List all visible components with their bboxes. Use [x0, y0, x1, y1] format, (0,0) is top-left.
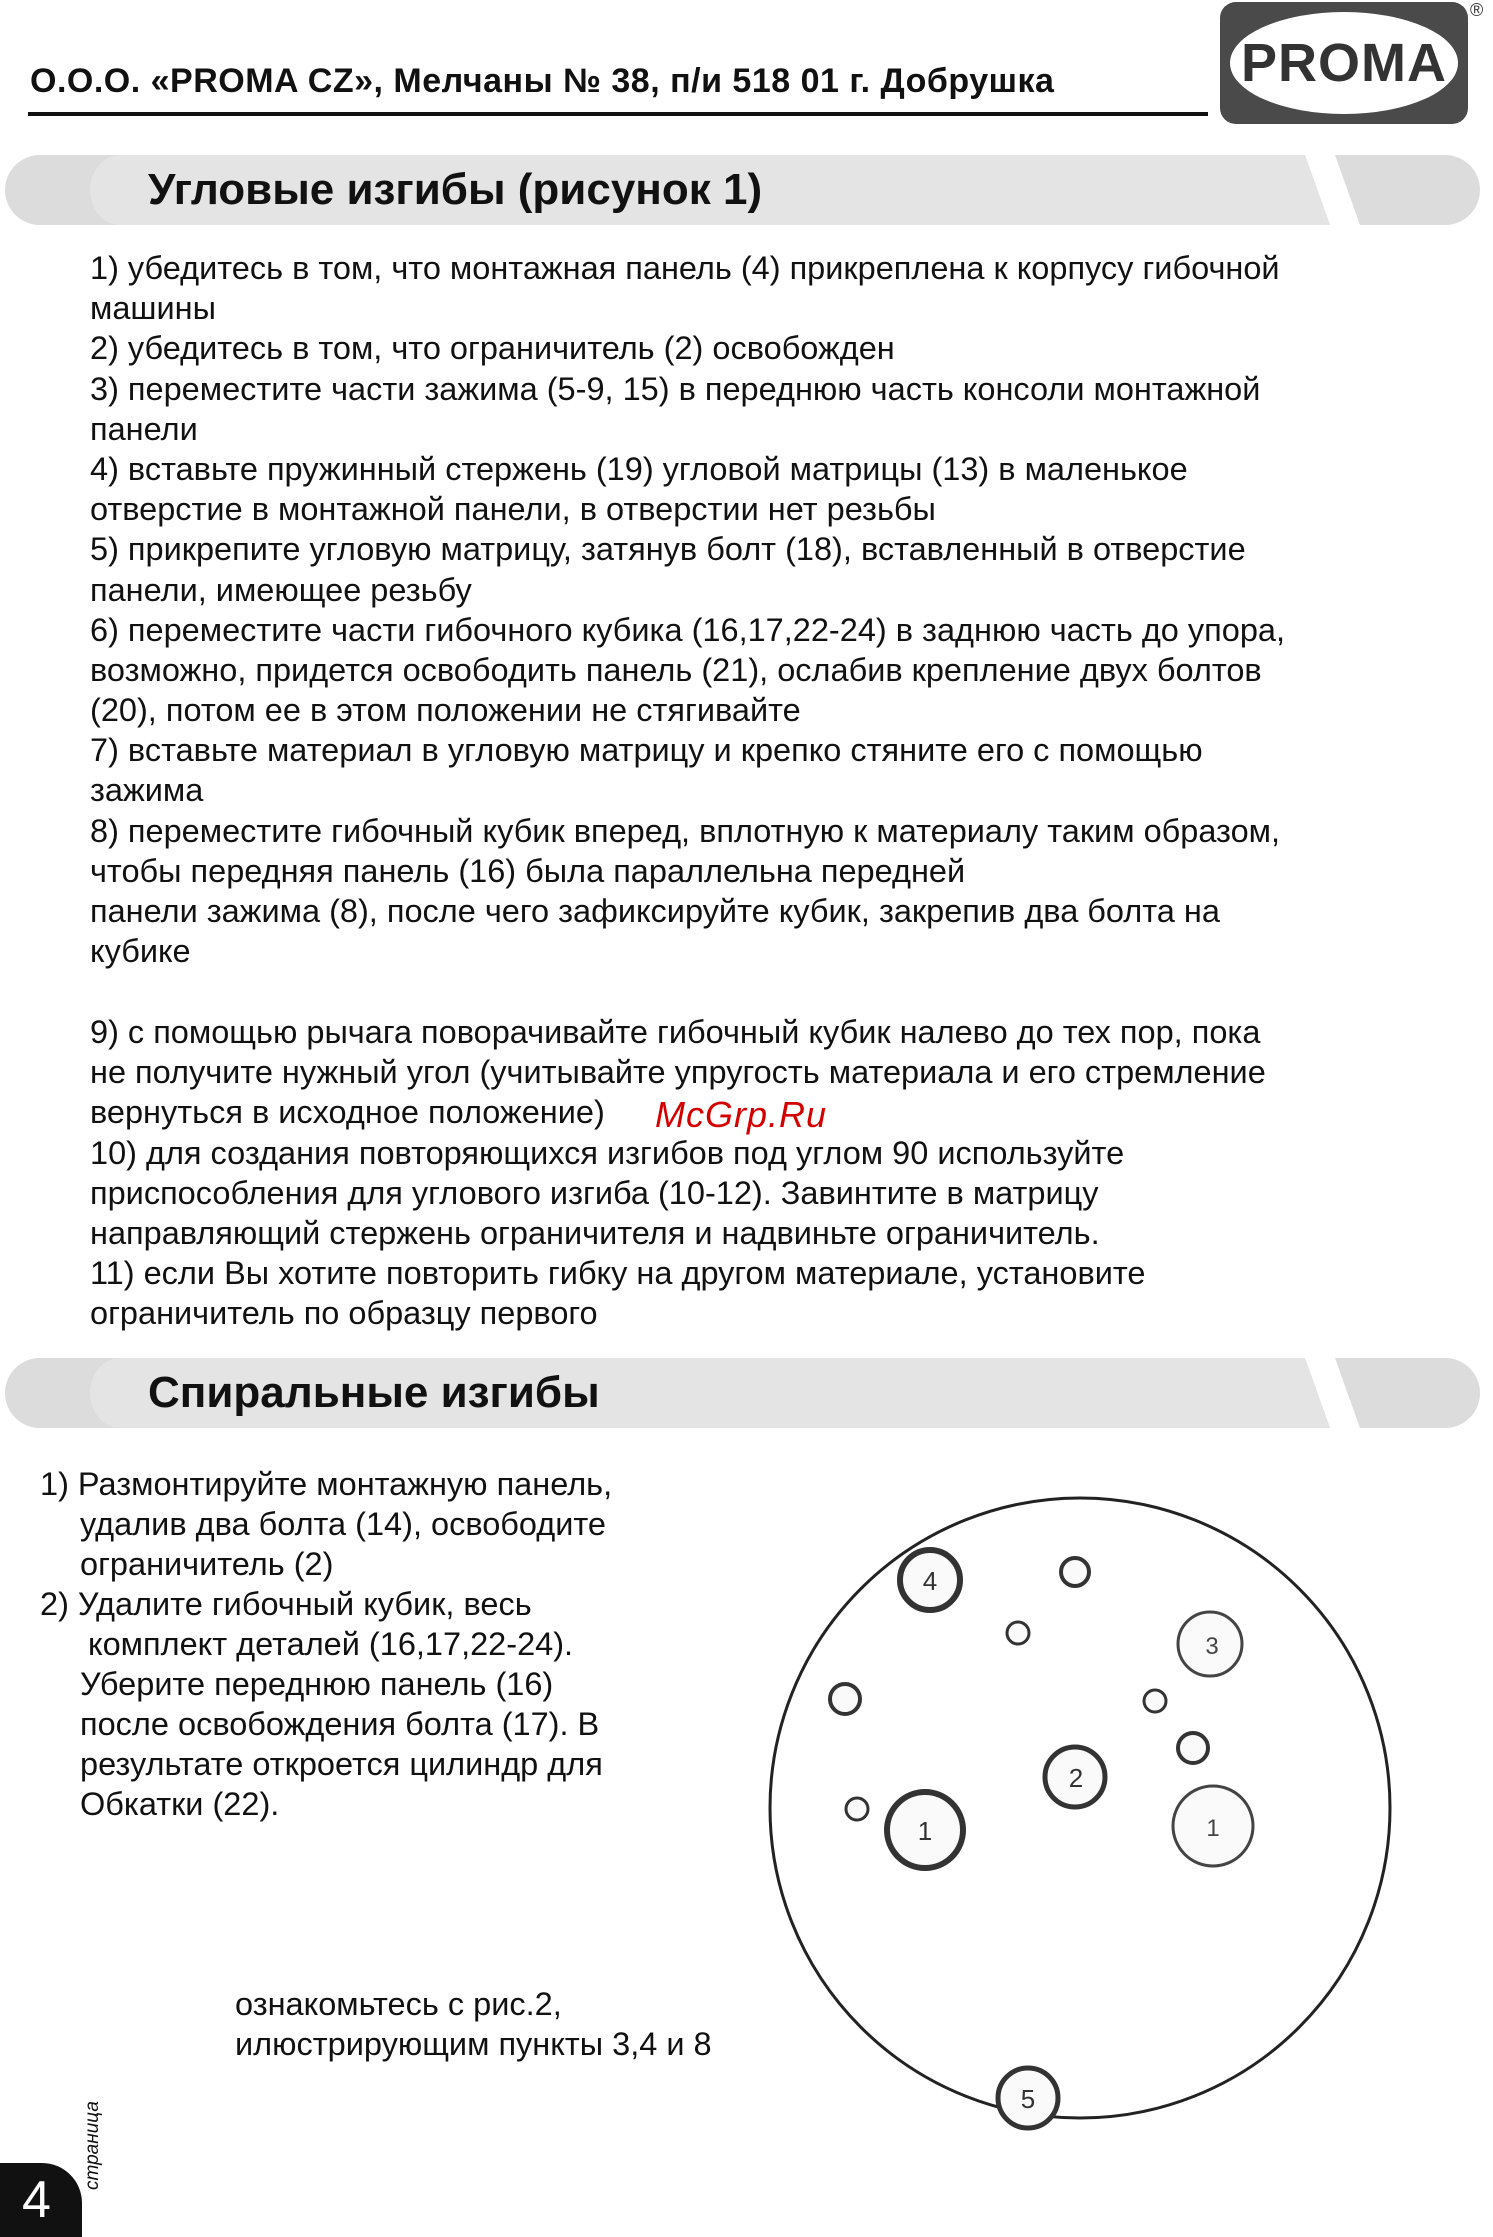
header-rule	[28, 112, 1208, 116]
text-line: 6) переместите части гибочного кубика (16,17,22-24) в заднюю часть до упора,	[90, 611, 1285, 648]
text-line: 2) убедитесь в том, что ограничитель (2) освобожден	[90, 330, 895, 367]
text-line: 1) Размонтируйте монтажную панель,	[40, 1466, 613, 1502]
section1-paragraph-b	[90, 1012, 1266, 1334]
text-line: 10) для создания повторяющихся изгибов под углом 90 используйте	[90, 1134, 1125, 1171]
text-line: комплект деталей (16,17,22-24).	[88, 1626, 574, 1662]
section1-paragraph	[90, 248, 1285, 971]
text-line: 2) Удалите гибочный кубик, весь	[40, 1586, 532, 1622]
section-banner-angular	[0, 155, 1480, 225]
text-line: 7) вставьте материал в угловую матрицу и крепко стяните его с помощью	[90, 732, 1203, 769]
text-line: результате откроется цилиндр для	[80, 1746, 603, 1782]
figure-note	[235, 1984, 712, 2064]
small-hole	[1144, 1690, 1166, 1712]
small-hole	[1061, 1558, 1089, 1586]
text-line: 5) прикрепите угловую матрицу, затянув болт (18), вставленный в отверстие	[90, 531, 1246, 568]
text-line: (20), потом ее в этом положении не стягивайте	[90, 692, 801, 729]
mounting-panel-diagram	[735, 1478, 1425, 2138]
text-line: 4) вставьте пружинный стержень (19) угловой матрицы (13) в маленькое	[90, 450, 1188, 487]
text-line: кубике	[90, 933, 191, 970]
small-hole	[1007, 1622, 1029, 1644]
text-line: ограничитель (2)	[80, 1546, 334, 1582]
small-hole	[830, 1684, 860, 1714]
text-line: вернуться в исходное положение)	[90, 1094, 605, 1131]
logo-text: PROMA	[1230, 12, 1458, 114]
text-line: 8) переместите гибочный кубик вперед, вплотную к материалу таким образом,	[90, 812, 1281, 849]
hole-label: 5	[1020, 2084, 1036, 2114]
text-line: 9) с помощью рычага поворачивайте гибочный кубик налево до тех пор, пока	[90, 1014, 1261, 1050]
registered-mark: ®	[1470, 0, 1484, 20]
text-line: чтобы передняя панель (16) была параллельна передней	[90, 852, 966, 889]
hole-label: 3	[1205, 1633, 1219, 1660]
text-line: ограничитель по образцу первого	[90, 1295, 598, 1332]
small-hole	[1178, 1733, 1208, 1763]
text-line: Уберите переднюю панель (16)	[80, 1666, 554, 1702]
text-line: после освобождения болта (17). В	[80, 1706, 600, 1742]
proma-logo	[1220, 2, 1468, 124]
text-line: 11) если Вы хотите повторить гибку на другом материале, установите	[90, 1255, 1146, 1292]
text-line: не получите нужный угол (учитывайте упругость материала и его стремление	[90, 1054, 1266, 1091]
text-line: приспособления для углового изгиба (10-12). Завинтите в матрицу	[90, 1174, 1099, 1211]
section-banner-spiral	[0, 1358, 1480, 1428]
text-line: ознакомьтесь с рис.2,	[235, 1986, 562, 2022]
section2-paragraph	[40, 1464, 612, 1824]
text-line: зажима	[90, 772, 204, 809]
company-address: О.О.О. «PROMA CZ», Мелчаны № 38, п/и 518 01 г. Добрушка	[30, 62, 1055, 100]
text-line: машины	[90, 290, 216, 327]
text-line: направляющий стержень ограничителя и надвиньте ограничитель.	[90, 1214, 1100, 1251]
text-line: удалив два болта (14), освободите	[80, 1506, 606, 1542]
hole-label: 1	[1206, 1815, 1220, 1842]
text-line: илюстрирующим пункты 3,4 и 8	[235, 2026, 712, 2062]
page-word: страница	[82, 2101, 103, 2190]
text-line: возможно, придется освободить панель (21), ослабив крепление двух болтов	[90, 651, 1262, 688]
section-title-spiral: Спиральные изгибы	[148, 1368, 600, 1417]
text-line: панели	[90, 410, 198, 447]
section-title-angular: Угловые изгибы (рисунок 1)	[148, 165, 763, 214]
text-line: Обкатки (22).	[80, 1786, 280, 1822]
hole-label: 4	[922, 1566, 938, 1596]
text-line: отверстие в монтажной панели, в отверстии нет резьбы	[90, 491, 936, 528]
text-line: панели зажима (8), после чего зафиксируйте кубик, закрепив два болта на	[90, 893, 1220, 929]
watermark: McGrp.Ru	[655, 1094, 828, 1135]
text-line: панели, имеющее резьбу	[90, 571, 472, 608]
page-number: 4	[22, 2171, 51, 2229]
text-line: 3) переместите части зажима (5-9, 15) в переднюю часть консоли монтажной	[90, 370, 1261, 407]
small-hole	[846, 1798, 868, 1820]
hole-label: 1	[917, 1816, 933, 1846]
hole-label: 2	[1068, 1763, 1084, 1793]
text-line: 1) убедитесь в том, что монтажная панель (4) прикреплена к корпусу гибочной	[90, 250, 1280, 286]
